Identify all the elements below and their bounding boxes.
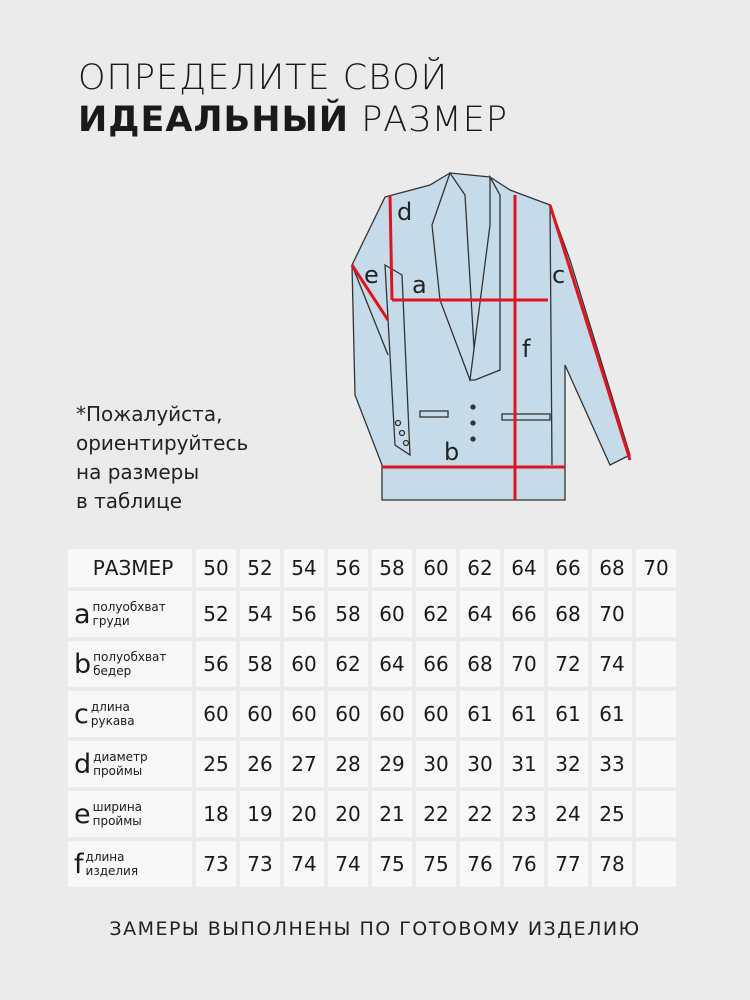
table-cell: 70 xyxy=(592,591,632,637)
table-cell: 58 xyxy=(240,641,280,687)
row-desc: полуобхват xyxy=(93,650,167,664)
table-row xyxy=(68,741,676,787)
table-cell: 74 xyxy=(592,641,632,687)
size-header: 56 xyxy=(328,549,368,587)
jacket-diagram xyxy=(340,165,660,510)
table-row xyxy=(68,691,676,737)
title-rest: РАЗМЕР xyxy=(361,100,508,140)
table-row xyxy=(68,641,676,687)
table-cell: 54 xyxy=(240,591,280,637)
note-line: ориентируйтесь xyxy=(76,431,249,455)
table-header-row xyxy=(68,549,676,587)
note-line: на размеры xyxy=(76,460,200,484)
table-cell: 61 xyxy=(548,691,588,737)
table-cell: 60 xyxy=(372,691,412,737)
table-cell: 61 xyxy=(460,691,500,737)
size-header: 66 xyxy=(548,549,588,587)
row-desc: длина xyxy=(85,850,125,864)
row-letter: d xyxy=(74,748,92,780)
table-cell: 76 xyxy=(504,841,544,887)
table-cell: 74 xyxy=(328,841,368,887)
row-label xyxy=(68,741,192,787)
size-table xyxy=(64,545,680,891)
table-cell: 74 xyxy=(284,841,324,887)
table-cell: 77 xyxy=(548,841,588,887)
table-cell: 19 xyxy=(240,791,280,837)
table-cell xyxy=(636,791,676,837)
table-cell: 25 xyxy=(592,791,632,837)
note-line: *Пожалуйста, xyxy=(76,402,223,426)
size-header: 50 xyxy=(196,549,236,587)
label-a: a xyxy=(412,271,427,299)
row-letter: c xyxy=(74,698,89,730)
table-cell: 60 xyxy=(284,691,324,737)
row-desc: ширина xyxy=(92,800,143,814)
table-cell: 64 xyxy=(372,641,412,687)
row-label xyxy=(68,841,192,887)
table-cell xyxy=(636,741,676,787)
label-d: d xyxy=(397,198,413,226)
table-cell xyxy=(636,841,676,887)
table-cell: 60 xyxy=(240,691,280,737)
table-cell: 29 xyxy=(372,741,412,787)
table-cell: 64 xyxy=(460,591,500,637)
row-label xyxy=(68,641,192,687)
size-header: 62 xyxy=(460,549,500,587)
table-cell: 23 xyxy=(504,791,544,837)
table-cell: 24 xyxy=(548,791,588,837)
table-row xyxy=(68,841,676,887)
label-f: f xyxy=(522,335,531,363)
table-cell: 56 xyxy=(284,591,324,637)
size-header: 68 xyxy=(592,549,632,587)
title-bold: ИДЕАЛЬНЫЙ xyxy=(78,100,350,140)
row-label xyxy=(68,591,192,637)
table-cell: 76 xyxy=(460,841,500,887)
table-cell: 58 xyxy=(328,591,368,637)
table-cell: 61 xyxy=(592,691,632,737)
table-cell: 70 xyxy=(504,641,544,687)
table-cell: 68 xyxy=(460,641,500,687)
row-desc: длина xyxy=(90,700,130,714)
row-desc: изделия xyxy=(85,864,139,878)
size-header: 58 xyxy=(372,549,412,587)
table-cell: 78 xyxy=(592,841,632,887)
row-desc: диаметр xyxy=(93,750,148,764)
size-header: 70 xyxy=(636,549,676,587)
table-cell: 25 xyxy=(196,741,236,787)
row-desc: проймы xyxy=(93,764,143,778)
table-cell: 73 xyxy=(196,841,236,887)
table-cell: 60 xyxy=(372,591,412,637)
label-e: e xyxy=(364,261,379,289)
row-desc: проймы xyxy=(92,814,142,828)
table-cell xyxy=(636,641,676,687)
table-cell: 60 xyxy=(196,691,236,737)
table-cell: 27 xyxy=(284,741,324,787)
table-cell: 66 xyxy=(504,591,544,637)
row-desc: бедер xyxy=(93,664,132,678)
label-b: b xyxy=(444,438,460,466)
table-cell: 22 xyxy=(460,791,500,837)
title-line-1: ОПРЕДЕЛИТЕ СВОЙ xyxy=(78,58,449,98)
table-cell: 56 xyxy=(196,641,236,687)
table-cell: 61 xyxy=(504,691,544,737)
row-letter: a xyxy=(74,598,91,630)
table-cell: 66 xyxy=(416,641,456,687)
size-header: 54 xyxy=(284,549,324,587)
row-desc: полуобхват xyxy=(92,600,166,614)
note-line: в таблице xyxy=(76,489,183,513)
table-cell: 60 xyxy=(328,691,368,737)
row-label xyxy=(68,791,192,837)
table-cell: 20 xyxy=(284,791,324,837)
table-cell: 60 xyxy=(416,691,456,737)
table-cell xyxy=(636,691,676,737)
table-cell: 60 xyxy=(284,641,324,687)
table-row xyxy=(68,591,676,637)
size-header: 64 xyxy=(504,549,544,587)
table-cell: 31 xyxy=(504,741,544,787)
row-letter: e xyxy=(74,798,91,830)
row-letter: f xyxy=(74,848,84,880)
table-cell: 28 xyxy=(328,741,368,787)
table-cell: 26 xyxy=(240,741,280,787)
table-cell: 75 xyxy=(416,841,456,887)
row-letter: b xyxy=(74,648,92,680)
table-cell: 62 xyxy=(328,641,368,687)
table-cell: 52 xyxy=(196,591,236,637)
table-cell: 18 xyxy=(196,791,236,837)
table-cell: 72 xyxy=(548,641,588,687)
table-cell: 33 xyxy=(592,741,632,787)
table-cell: 22 xyxy=(416,791,456,837)
row-desc: рукава xyxy=(90,714,135,728)
table-cell: 62 xyxy=(416,591,456,637)
table-cell xyxy=(636,591,676,637)
row-label xyxy=(68,691,192,737)
label-c: c xyxy=(552,261,566,289)
table-cell: 32 xyxy=(548,741,588,787)
table-cell: 30 xyxy=(460,741,500,787)
size-header: 60 xyxy=(416,549,456,587)
table-row xyxy=(68,791,676,837)
table-cell: 21 xyxy=(372,791,412,837)
row-desc: груди xyxy=(92,614,130,628)
table-cell: 68 xyxy=(548,591,588,637)
table-cell: 73 xyxy=(240,841,280,887)
table-cell: 20 xyxy=(328,791,368,837)
size-header: 52 xyxy=(240,549,280,587)
note xyxy=(76,400,248,516)
header-label: РАЗМЕР xyxy=(68,549,192,587)
title-line-2 xyxy=(78,100,508,140)
table-cell: 75 xyxy=(372,841,412,887)
table-cell: 30 xyxy=(416,741,456,787)
footer-note: ЗАМЕРЫ ВЫПОЛНЕНЫ ПО ГОТОВОМУ ИЗДЕЛИЮ xyxy=(109,918,641,940)
